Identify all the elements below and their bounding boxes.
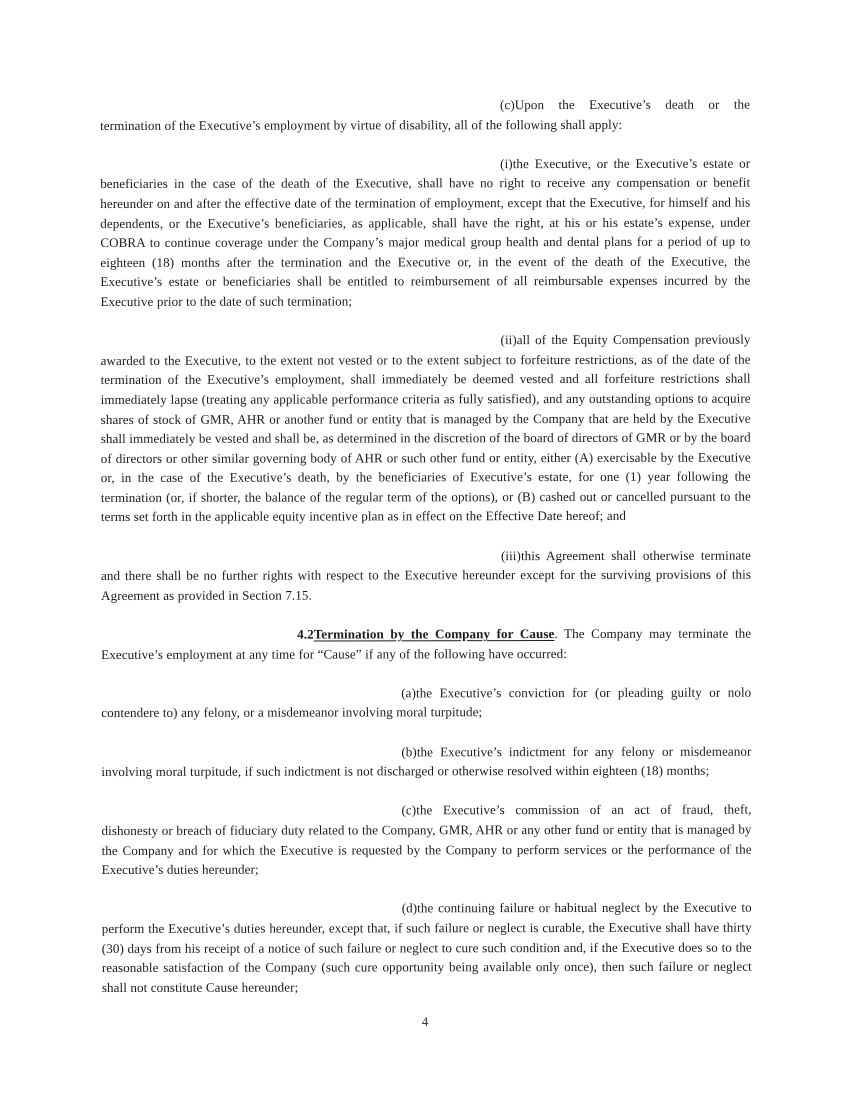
paragraph-text: the Executive’s conviction for (or pleading guilty or nolo contendere to) any felony, or a misdemeanor involving moral turpitude; [101, 684, 752, 721]
paragraph-(i) [100, 153, 750, 311]
paragraph-marker: (d) [401, 900, 418, 916]
section-title: Termination by the Company for Cause [313, 626, 555, 642]
paragraph-text: the Executive, or the Executive’s estate or beneficiaries in the case of the death of the Executive, shall have no right to receive any compensation or benefit hereunder on and after the effective date of the termination of employment, except that the Executive, for himself and his dependents, or the Executive’s beneficiaries, as applicable, shall have the right, at his or his estate’s expense, under COBRA to continue coverage under the Company’s major medical group health and dental plans for a period of up to eighteen (18) months after the termination and the Executive or, in the event of the death of the Executive, the Executive’s estate or beneficiaries shall be entitled to reimbursement of all reimbursable expenses incurred by the Executive prior to the date of such termination; [100, 155, 751, 309]
paragraph-(c) [100, 95, 750, 136]
paragraph-(b) [101, 741, 751, 782]
document-body [100, 95, 752, 998]
paragraph-(a) [101, 682, 751, 723]
paragraph-marker: (a) [401, 685, 417, 701]
paragraph-text: the Executive’s indictment for any felony or misdemeanor involving moral turpitude, if such indictment is not discharged or otherwise resolved within eighteen (18) months; [101, 743, 752, 780]
paragraph-(d) [102, 898, 752, 997]
paragraph-marker: (iii) [500, 547, 521, 563]
paragraph-marker: (i) [500, 155, 513, 171]
paragraph-(iii) [101, 545, 751, 605]
paragraph-(c) [101, 800, 751, 880]
paragraph-text: the continuing failure or habitual neglect by the Executive to perform the Executive’s duties hereunder, except that, if such failure or neglect is curable, the Executive shall have thirty (30) days from his receipt of a notice of such failure or neglect to cure such condition and, if the Executive does so to the reasonable satisfaction of the Company (such cure opportunity being available only once), then such failure or neglect shall not constitute Cause hereunder; [101, 899, 752, 995]
paragraph-4.2 [101, 624, 751, 665]
paragraph-text: this Agreement shall otherwise terminate and there shall be no further rights with respect to the Executive hereunder except for the surviving provisions of this Agreement as provided in Section 7.15. [100, 547, 752, 603]
paragraph-marker: 4.2 [297, 626, 314, 642]
paragraph-text: all of the Equity Compensation previously awarded to the Executive, to the extent not vested or to the extent subject to forfeiture restrictions, as of the date of the termination of the Executive’s employment, shall immediately be deemed vested and all forfeiture restrictions shall immediately lapse (treating any applicable performance criteria as fully satisfied), and any outstanding options to acquire shares of stock of GMR, AHR or another fund or entity that is managed by the Company that are held by the Executive shall immediately be vested and shall be, as determined in the discretion of the board of directors of GMR or by the board of directors or other similar governing body of AHR or such other fund or entity, either (A) exercisable by the Executive or, in the case of the Executive’s death, by the beneficiaries of Executive’s estate, for one (1) year following the termination (or, if shorter, the balance of the regular term of the options), or (B) cashed out or cancelled pursuant to the terms set forth in the applicable equity incentive plan as in effect on the Effective Date hereof; and [100, 331, 751, 525]
paragraph-marker: (c) [500, 97, 515, 113]
paragraph-marker: (b) [401, 743, 417, 759]
page-number: 4 [421, 1014, 429, 1029]
paragraph-text: the Executive’s commission of an act of fraud, theft, dishonesty or breach of fiduciary duty related to the Company, GMR, AHR or any other fund or entity that is managed by the Company and for which the Executive is requested by the Company to perform services or the performance of the Executive’s duties hereunder; [101, 802, 752, 878]
paragraph-marker: (c) [401, 802, 417, 818]
paragraph-marker: (ii) [500, 332, 517, 348]
paragraph-text: Upon the Executive’s death or the termination of the Executive’s employment by virtue of disability, all of the following shall apply: [100, 96, 751, 133]
paragraph-(ii) [100, 330, 750, 527]
paragraph-text: . The Company may terminate the Executive’s employment at any time for “Cause” if any of the following have occurred: [101, 625, 752, 662]
